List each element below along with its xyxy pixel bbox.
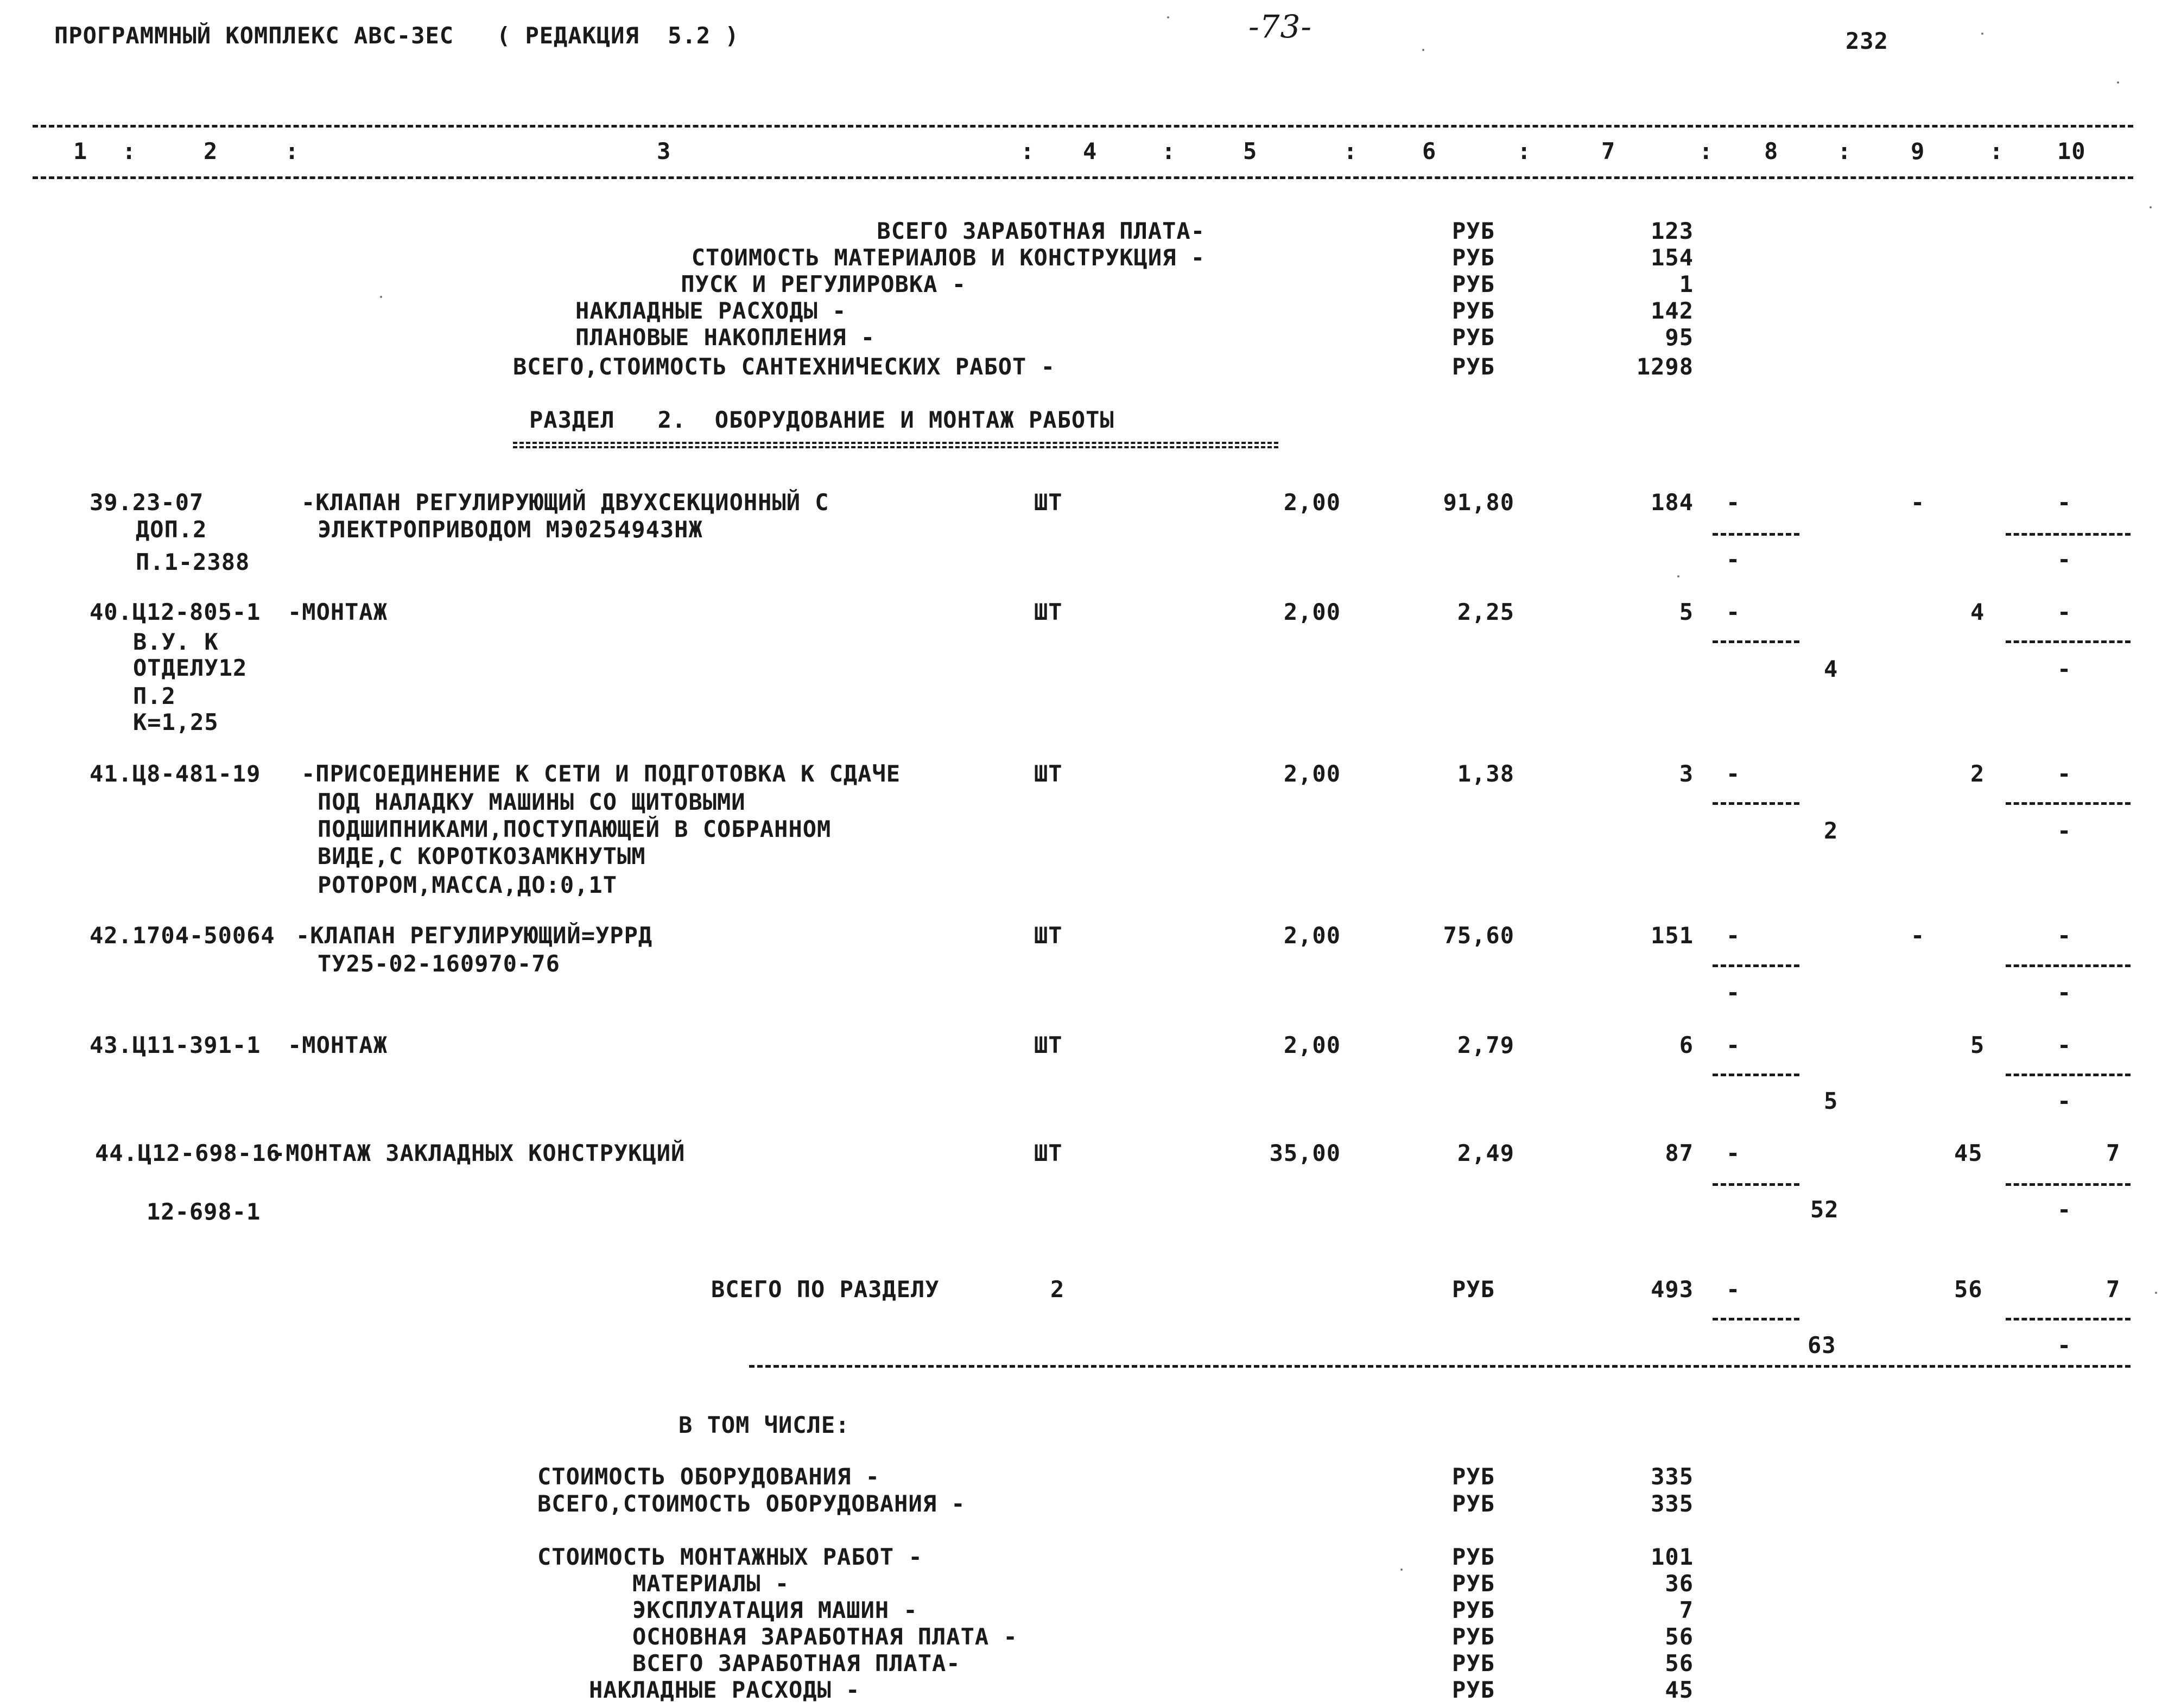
section-total-col9: 56 [1954,1276,1983,1303]
summary-unit: РУБ [1452,1490,1495,1517]
scan-speck [1677,575,1679,577]
section-title: РАЗДЕЛ 2. ОБОРУДОВАНИЕ И МОНТАЖ РАБОТЫ [529,407,1114,433]
item-col8: - [1726,1032,1741,1058]
summary-label: ВСЕГО ЗАРАБОТНАЯ ПЛАТА- [632,1650,961,1677]
item-col8: - [1726,922,1741,949]
col-7: 7 [1601,138,1616,164]
summary-unit: РУБ [1452,1597,1495,1623]
col-sep: : [1020,138,1035,164]
col-sep: : [1699,138,1714,164]
summary-label: МАТЕРИАЛЫ - [632,1570,790,1597]
item-desc: ВИДЕ,С КОРОТКОЗАМКНУТЫМ [318,843,646,869]
subtotal-rule [1713,964,1799,967]
summary-value: 101 [1651,1544,1694,1570]
summary-label: СТОИМОСТЬ МОНТАЖНЫХ РАБОТ - [537,1544,923,1570]
item-total: 184 [1651,489,1694,516]
scan-speck [1422,49,1424,51]
col-1: 1 [73,138,88,164]
item-total: 6 [1679,1032,1694,1058]
item-code: 39.23-07 [90,489,204,516]
item-col10: - [2057,922,2072,949]
item-col8: - [1726,599,1741,625]
item-qty: 2,00 [1283,599,1341,625]
scan-speck [2155,1292,2157,1294]
item-code: ОТДЕЛУ12 [133,655,248,681]
col-sep: : [122,138,137,164]
subtotal-rule [2006,640,2131,643]
summary-unit: РУБ [1452,1650,1495,1677]
summary-unit: РУБ [1452,353,1495,380]
item-desc: ПОД НАЛАДКУ МАШИНЫ СО ЩИТОВЫМИ [318,789,746,815]
item-col10: - [2057,489,2072,516]
item-unit: ШТ [1034,1032,1063,1058]
scan-speck [2117,81,2119,84]
including-label: В ТОМ ЧИСЛЕ: [679,1412,850,1438]
item-qty: 35,00 [1269,1140,1341,1166]
item-code: В.У. К [133,628,219,655]
col-3: 3 [657,138,671,164]
item-total: 3 [1679,760,1694,787]
item-col9: 45 [1954,1140,1983,1166]
summary-unit: РУБ [1452,297,1495,324]
item-col10: - [2057,599,2072,625]
section-title-underline [513,442,1278,448]
item-col8-sub: 4 [1824,656,1838,682]
item-total: 87 [1665,1140,1694,1166]
item-col9: 4 [1970,599,1985,625]
item-col8-sub: 52 [1810,1196,1839,1223]
summary-label: НАКЛАДНЫЕ РАСХОДЫ - [575,297,847,324]
summary-value: 335 [1651,1463,1694,1490]
section-total-col10-sub: - [2057,1332,2072,1358]
summary-label: СТОИМОСТЬ МАТЕРИАЛОВ И КОНСТРУКЦИЯ - [691,244,1205,271]
section-total-value: 493 [1651,1276,1694,1303]
subtotal-rule [1713,1318,1799,1320]
item-code: 43.Ц11-391-1 [90,1032,261,1058]
summary-label: ПУСК И РЕГУЛИРОВКА - [681,271,966,297]
item-qty: 2,00 [1283,1032,1341,1058]
item-total: 5 [1679,599,1694,625]
item-desc: -ПРИСОЕДИНЕНИЕ К СЕТИ И ПОДГОТОВКА К СДАЧЕ [301,760,901,787]
item-code: П.1-2388 [136,549,250,575]
header-rule-bottom [33,176,2133,179]
item-code: 41.Ц8-481-19 [90,760,261,787]
item-price: 75,60 [1443,922,1514,949]
summary-label: НАКЛАДНЫЕ РАСХОДЫ - [589,1677,860,1703]
summary-value: 7 [1679,1597,1694,1623]
col-sep: : [1162,138,1176,164]
summary-value: 1 [1679,271,1694,297]
summary-unit: РУБ [1452,1623,1495,1650]
subtotal-rule [2006,1074,2131,1076]
item-col10: - [2057,1032,2072,1058]
col-9: 9 [1911,138,1925,164]
summary-value: 36 [1665,1570,1694,1597]
item-col10-sub: - [2057,817,2072,844]
item-col8: - [1726,489,1741,516]
item-col8-sub: 5 [1824,1088,1838,1114]
col-sep: : [1837,138,1852,164]
item-desc: -МОНТАЖ [288,599,388,625]
subtotal-rule [2006,802,2131,805]
item-code: 44.Ц12-698-16 [95,1140,281,1166]
item-unit: ШТ [1034,599,1063,625]
item-total: 151 [1651,922,1694,949]
summary-label: ВСЕГО ЗАРАБОТНАЯ ПЛАТА- [877,218,1205,244]
item-col10-sub: - [2057,1196,2072,1223]
item-unit: ШТ [1034,489,1063,516]
col-8: 8 [1764,138,1779,164]
section-total-col8-sub: 63 [1808,1332,1836,1358]
item-desc: -КЛАПАН РЕГУЛИРУЮЩИЙ=УРРД [296,922,653,949]
item-code: 12-698-1 [147,1198,261,1225]
item-desc: -МОНТАЖ ЗАКЛАДНЫХ КОНСТРУКЦИЙ [271,1140,686,1166]
subtotal-rule [2006,533,2131,536]
item-qty: 2,00 [1283,922,1341,949]
summary-label: СТОИМОСТЬ ОБОРУДОВАНИЯ - [537,1463,880,1490]
item-code: П.2 [133,683,176,709]
subtotal-rule [1713,533,1799,536]
item-col8: - [1726,760,1741,787]
summary-value: 56 [1665,1623,1694,1650]
col-sep: : [1517,138,1532,164]
col-2: 2 [204,138,218,164]
col-sep: : [285,138,300,164]
item-code: 40.Ц12-805-1 [90,599,261,625]
summary-value: 45 [1665,1677,1694,1703]
item-desc: ПОДШИПНИКАМИ,ПОСТУПАЮЩЕЙ В СОБРАННОМ [318,816,832,842]
item-desc: РОТОРОМ,МАССА,ДО:0,1Т [318,872,618,898]
summary-unit: РУБ [1452,1570,1495,1597]
item-col10: - [2057,760,2072,787]
summary-value: 142 [1651,297,1694,324]
item-col9: - [1911,489,1925,516]
item-col8-sub: - [1726,979,1741,1006]
summary-value: 1298 [1636,353,1694,380]
scan-speck [2150,206,2152,208]
item-price: 2,79 [1457,1032,1514,1058]
item-code: 42.1704-50064 [90,922,275,949]
item-col10-sub: - [2057,656,2072,682]
item-unit: ШТ [1034,760,1063,787]
section-total-col10: 7 [2106,1276,2121,1303]
item-desc: ТУ25-02-160970-76 [318,950,560,977]
item-col8: - [1726,1140,1741,1166]
page-number: 232 [1846,28,1888,54]
header-rule-top [33,125,2133,128]
item-desc: -МОНТАЖ [288,1032,388,1058]
scan-speck [1167,16,1169,18]
subtotal-rule [1713,802,1799,805]
item-code: ДОП.2 [136,516,207,543]
summary-value: 335 [1651,1490,1694,1517]
summary-label: ПЛАНОВЫЕ НАКОПЛЕНИЯ - [575,324,876,351]
item-col10-sub: - [2057,979,2072,1006]
summary-unit: РУБ [1452,324,1495,351]
summary-unit: РУБ [1452,244,1495,271]
item-price: 91,80 [1443,489,1514,516]
item-price: 2,25 [1457,599,1514,625]
item-code: К=1,25 [133,709,219,735]
summary-label: ВСЕГО,СТОИМОСТЬ САНТЕХНИЧЕСКИХ РАБОТ - [513,353,1055,380]
item-desc: ЭЛЕКТРОПРИВОДОМ МЭ0254943НЖ [318,516,703,543]
item-col10-sub: - [2057,546,2072,573]
item-price: 1,38 [1457,760,1514,787]
col-6: 6 [1422,138,1437,164]
item-col9: 2 [1970,760,1985,787]
col-10: 10 [2057,138,2086,164]
section-total-unit: РУБ [1452,1276,1495,1303]
section-total-rule [749,1365,2131,1368]
program-header: ПРОГРАММНЫЙ КОМПЛЕКС АВС-ЗЕС ( РЕДАКЦИЯ 5.2 ) [54,22,739,49]
item-desc: -КЛАПАН РЕГУЛИРУЮЩИЙ ДВУХСЕКЦИОННЫЙ С [301,489,829,516]
item-unit: ШТ [1034,1140,1063,1166]
item-qty: 2,00 [1283,760,1341,787]
summary-value: 95 [1665,324,1694,351]
subtotal-rule [1713,1074,1799,1076]
summary-label: ЭКСПЛУАТАЦИЯ МАШИН - [632,1597,918,1623]
item-qty: 2,00 [1283,489,1341,516]
section-total-label: ВСЕГО ПО РАЗДЕЛУ [711,1276,940,1303]
summary-value: 56 [1665,1650,1694,1677]
summary-unit: РУБ [1452,218,1495,244]
scan-speck [1981,33,1983,35]
scan-speck [1400,1569,1403,1571]
summary-unit: РУБ [1452,1544,1495,1570]
subtotal-rule [2006,1183,2131,1186]
item-price: 2,49 [1457,1140,1514,1166]
subtotal-rule [2006,964,2131,967]
subtotal-rule [1713,640,1799,643]
col-5: 5 [1243,138,1258,164]
handwritten-page-number: -73- [1248,8,1312,45]
summary-value: 154 [1651,244,1694,271]
item-col10-sub: - [2057,1088,2072,1114]
item-col8-sub: 2 [1824,817,1838,844]
subtotal-rule [2006,1318,2131,1320]
summary-unit: РУБ [1452,271,1495,297]
item-unit: ШТ [1034,922,1063,949]
col-4: 4 [1083,138,1098,164]
col-sep: : [1989,138,2004,164]
section-total-number: 2 [1050,1276,1065,1303]
summary-unit: РУБ [1452,1463,1495,1490]
scan-speck [380,296,382,298]
section-total-col8: - [1726,1276,1741,1303]
item-col10: 7 [2106,1140,2121,1166]
item-col8-sub: - [1726,546,1741,573]
summary-unit: РУБ [1452,1677,1495,1703]
item-col9: - [1911,922,1925,949]
subtotal-rule [1713,1183,1799,1186]
col-sep: : [1343,138,1358,164]
summary-label: ВСЕГО,СТОИМОСТЬ ОБОРУДОВАНИЯ - [537,1490,966,1517]
summary-value: 123 [1651,218,1694,244]
summary-label: ОСНОВНАЯ ЗАРАБОТНАЯ ПЛАТА - [632,1623,1018,1650]
item-col9: 5 [1970,1032,1985,1058]
